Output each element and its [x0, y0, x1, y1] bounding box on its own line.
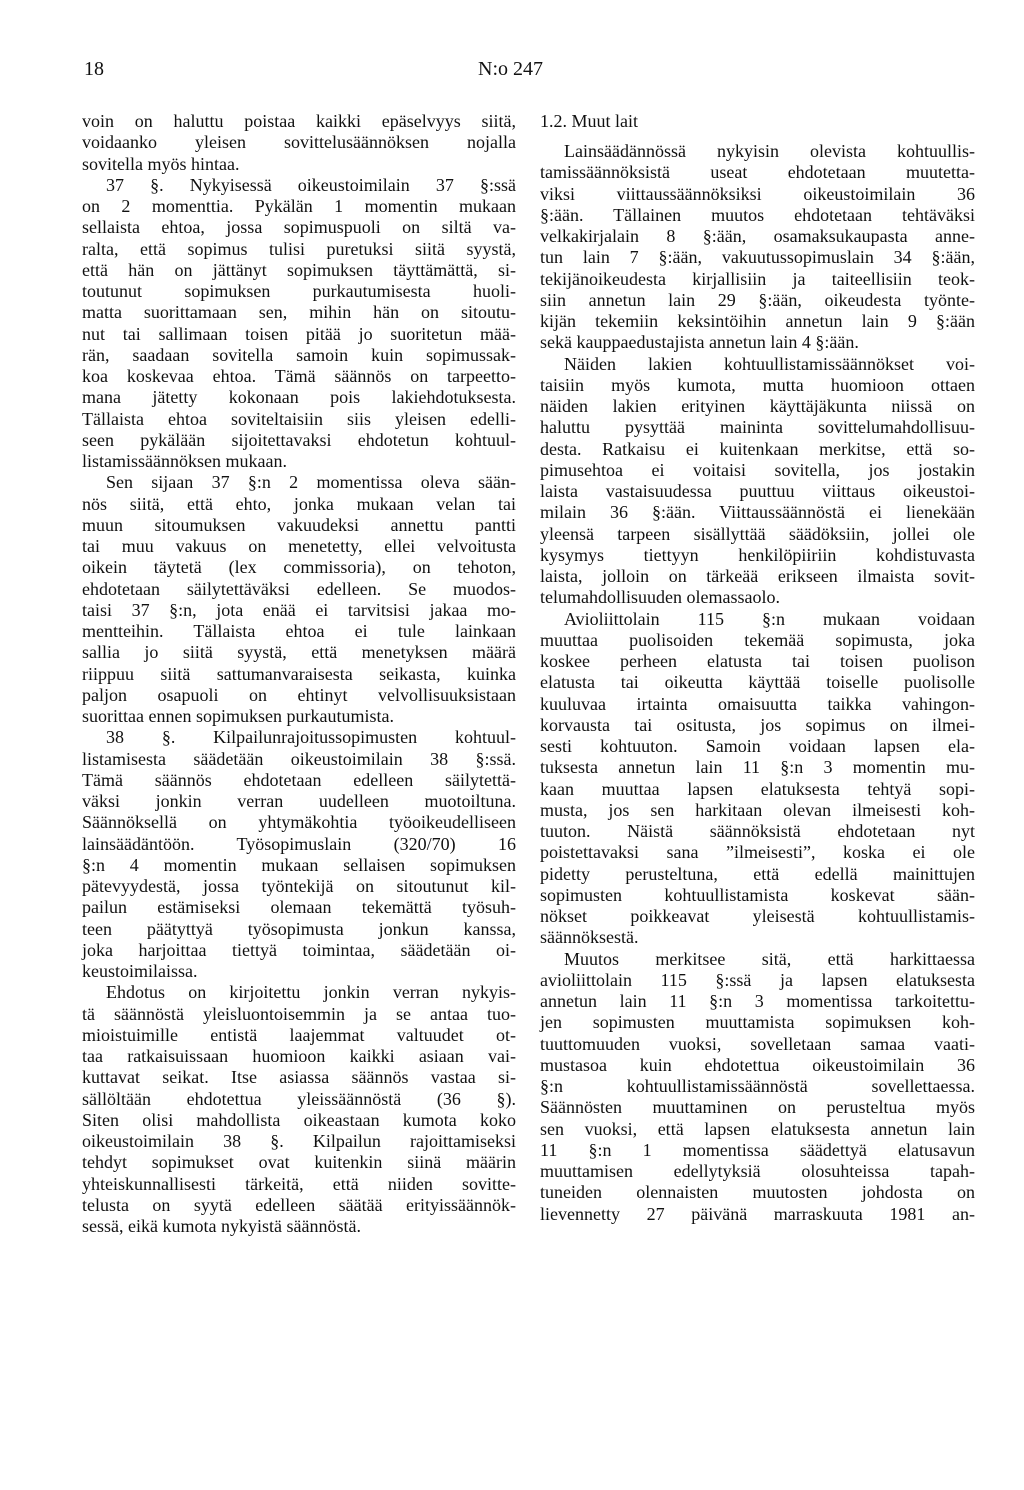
text-line: näiden lakien erityinen käyttäjäkunta niissä on — [540, 396, 975, 416]
text-line: Tällaista ehtoa soviteltaisiin siis yleisen edelli- — [82, 408, 516, 429]
text-line: pailun estämiseksi olemaan tekemättä työsuh- — [82, 897, 516, 918]
text-line: sopimusten kohtuullistamista koskevat sään- — [540, 884, 975, 905]
left-column — [82, 111, 516, 1237]
text-line: tekijänoikeudesta kirjallisiin ja taiteellisiin teok- — [540, 268, 975, 289]
text-line: yhteiskunnallisesti tärkeitä, että niiden sovitte- — [82, 1173, 516, 1194]
text-line: ehdotetaan säilytettäväksi edelleen. Se muodos- — [82, 578, 516, 599]
text-line: laista, jolloin on tärkeää erikseen ilmaista sovit- — [540, 566, 975, 586]
text-line: tehdyt sopimukset ovat kuitenkin siinä määrin — [82, 1152, 516, 1173]
text-line: väksi jonkin verran uudelleen muotoiltuna. — [82, 791, 516, 811]
text-line: kaan muuttaa lapsen elatuksesta tehtyä sopi- — [540, 778, 975, 799]
text-line: §:n 4 momentin mukaan sellaisen sopimuksen — [82, 854, 516, 875]
text-line: kuuluvaa irtainta omaisuutta taikka vahingon- — [540, 693, 975, 714]
text-line: tai muu vakuus on menetetty, ellei velvoitusta — [82, 536, 516, 556]
text-line: sallia jo siitä syystä, että menetyksen määrä — [82, 642, 516, 663]
text-line: lievennetty 27 päivänä marraskuuta 1981 an- — [540, 1203, 975, 1224]
text-line: nut tai sallimaan toisen pitää jo suoritetun mää- — [82, 323, 516, 344]
text-line: teen päätyttyä työsopimusta jonkun kanssa, — [82, 918, 516, 939]
text-line: Ehdotus on kirjoitettu jonkin verran nykyis- — [106, 982, 516, 1003]
text-line: laista vastaisuudessa puuttuu viittaus oikeustoi- — [540, 481, 975, 501]
text-line: Tämä säännös ehdotetaan edelleen säilytettä- — [82, 769, 516, 790]
text-line: korvausta tai ositusta, jos sopimus on ilmei- — [540, 714, 975, 735]
text-line: desta. Ratkaisu ei kuitenkaan merkitse, että so- — [540, 438, 975, 459]
text-line: sellaista ehtoa, jossa sopimuspuoli on siltä va- — [82, 217, 516, 238]
text-line: §:ään. Tällainen muutos ehdotetaan tehtäväksi — [540, 204, 975, 225]
text-line: kijän tekemiin keksintöihin annetun lain 9 §:ään — [540, 311, 975, 331]
text-line: Sen sijaan 37 §:n 2 momentissa oleva sään- — [106, 472, 516, 493]
text-line: mioistuimille entistä laajemmat valtuudet ot- — [82, 1024, 516, 1045]
text-line: matta suorittamaan sen, mihin hän on sitoutu- — [82, 302, 516, 323]
section-heading: 1.2. Muut lait — [540, 111, 638, 131]
text-line: yleensä tarpeen sisällyttää säädöksiin, jollei ole — [540, 523, 975, 544]
text-line: 37 §. Nykyisessä oikeustoimilain 37 §:ssä — [106, 174, 516, 195]
text-line: seen pykälään sijoitettavaksi ehdotetun kohtuul- — [82, 429, 516, 450]
text-line: velkakirjalain 8 §:ään, osamaksukaupasta anne- — [540, 226, 975, 246]
text-line: Lainsäädännössä nykyisin olevista kohtuullis- — [564, 141, 975, 161]
text-line: mustasoa kuin ehdotettua oikeustoimilain 36 — [540, 1054, 975, 1075]
text-line: säännöksestä. — [540, 927, 639, 948]
text-line: Avioliittolain 115 §:n mukaan voidaan — [564, 608, 975, 629]
text-line: mana jätetty kokonaan pois lakiehdotuksesta. — [82, 387, 516, 408]
text-line: taa ratkaisuissaan huomioon kaikki asiaan vai- — [82, 1046, 516, 1066]
text-line: Siten olisi mahdollista oikeastaan kumota koko — [82, 1109, 516, 1130]
text-line: avioliittolain 115 §:ssä ja lapsen elatuksesta — [540, 969, 975, 990]
text-line: poistettavaksi sana ”ilmeisesti”, koska ei ole — [540, 842, 975, 863]
text-line: pätevyydestä, jossa työntekijä on sitoutunut kil- — [82, 876, 516, 896]
page-number: 18 — [84, 58, 104, 80]
text-line: voin on haluttu poistaa kaikki epäselvyys siitä, — [82, 111, 516, 131]
text-line: sällöltään ehdotettua yleissäännöstä (36 §). — [82, 1088, 516, 1109]
text-line: tuksesta annetun lain 11 §:n 3 momentin mu- — [540, 757, 975, 778]
text-line: sovitella myös hintaa. — [82, 153, 240, 174]
text-line: Näiden lakien kohtuullistamissäännökset voi- — [564, 353, 975, 374]
text-line: muuttamisen edellytyksiä olosuhteissa tapah- — [540, 1161, 975, 1181]
text-line: nökset poikkeavat yleisestä kohtuullistamis- — [540, 906, 975, 926]
text-line: viksi viittaussäännöksiksi oikeustoimilain 36 — [540, 183, 975, 204]
text-line: riippuu siitä sattumanvaraisesta seikasta, kuinka — [82, 663, 516, 684]
text-line: annetun lain 11 §:n 3 momentissa tarkoitettu- — [540, 991, 975, 1011]
text-line: oikein täytetä (lex commissoria), on tehoton, — [82, 557, 516, 578]
text-line: ralta, että sopimus tulisi puretuksi siitä syystä, — [82, 238, 516, 259]
text-line: taisiin myös kumota, mutta huomioon ottaen — [540, 374, 975, 395]
text-line: muuttaa puolisoiden tekemää sopimusta, joka — [540, 629, 975, 650]
text-line: taisi 37 §:n, jota enää ei tarvitsisi jakaa mo- — [82, 599, 516, 620]
text-line: §:n kohtuullistamissäännöstä sovellettaessa. — [540, 1076, 975, 1096]
text-line: suorittaa ennen sopimuksen purkautumista. — [82, 706, 394, 726]
text-line: tuuttomuuden vuoksi, sovelletaan samaa vaati- — [540, 1033, 975, 1054]
text-line: että hän on jättänyt sopimuksen täyttämättä, si- — [82, 259, 516, 280]
text-line: keustoimilaissa. — [82, 961, 198, 981]
text-line: muun sitoumuksen vakuudeksi annettu pantti — [82, 514, 516, 535]
text-line: jen sopimusten muuttamista sopimuksen koh- — [540, 1012, 975, 1033]
text-line: telumahdollisuuden olemassaolo. — [540, 587, 780, 608]
text-line: kuttavat seikat. Itse asiassa säännös vastaa si- — [82, 1067, 516, 1088]
text-line: listamissäännöksen mukaan. — [82, 451, 287, 471]
text-line: tun lain 7 §:ään, vakuutussopimuslain 34 §:ään, — [540, 247, 975, 268]
text-line: elatusta tai oikeutta käyttää toiselle puolisolle — [540, 672, 975, 693]
text-line: on 2 momenttia. Pykälän 1 momentin mukaan — [82, 196, 516, 216]
text-line: pidetty perusteltuna, että edellä mainittujen — [540, 863, 975, 884]
text-line: nös siitä, että ehto, jonka mukaan velan tai — [82, 493, 516, 514]
text-line: paljon osapuoli on ehtinyt velvollisuuksistaan — [82, 684, 516, 705]
text-line: Säännösten muuttaminen on perusteltua myös — [540, 1097, 975, 1118]
text-line: oikeustoimilain 38 §. Kilpailun rajoittamiseksi — [82, 1131, 516, 1151]
text-line: tamissäännöksistä useat ehdotetaan muutetta- — [540, 162, 975, 183]
text-line: haluttu pysyttää maininta sovittelumahdollisuu- — [540, 417, 975, 438]
text-line: musta, jos sen harkitaan olevan ilmeisesti koh- — [540, 799, 975, 820]
text-line: milain 36 §:ään. Viittaussäännöstä ei lienekään — [540, 502, 975, 523]
text-line: tä säännöstä yleisluontoisemmin ja se antaa tuo- — [82, 1003, 516, 1024]
text-line: tuuton. Näistä säännöksistä ehdotetaan nyt — [540, 821, 975, 841]
text-line: kysymys tiettyyn henkilöpiiriin kohdistuvasta — [540, 544, 975, 565]
text-line: sesti kohtuuton. Samoin voidaan lapsen ela- — [540, 736, 975, 756]
text-line: Säännöksellä on yhtymäkohtia työoikeudelliseen — [82, 812, 516, 833]
text-line: sessä, eikä kumota nykyistä säännöstä. — [82, 1216, 361, 1236]
text-line: koskee perheen elatusta tai toisen puolison — [540, 651, 975, 671]
text-line: rän, saadaan sovitella samoin kuin sopimussak- — [82, 344, 516, 365]
text-line: sen vuoksi, että lapsen elatuksesta annetun lain — [540, 1118, 975, 1139]
text-line: voidaanko yleisen sovittelusäännöksen nojalla — [82, 132, 516, 153]
text-line: 11 §:n 1 momentissa säädettyä elatusavun — [540, 1139, 975, 1160]
text-line: mentteihin. Tällaista ehtoa ei tule lainkaan — [82, 621, 516, 641]
text-line: joka harjoittaa tiettyä toimintaa, säädetään oi- — [82, 939, 516, 960]
text-line: pimusehtoa ei voitaisi sovitella, jos jostakin — [540, 459, 975, 480]
text-line: listamisesta säädetään oikeustoimilain 38 §:ssä. — [82, 748, 516, 769]
text-line: Muutos merkitsee sitä, että harkittaessa — [564, 948, 975, 969]
text-line: siin annetun lain 29 §:ään, oikeudesta työnte- — [540, 289, 975, 310]
text-line: toutunut sopimuksen purkautumisesta huoli- — [82, 281, 516, 301]
text-line: koa koskevaa ehtoa. Tämä säännös on tarpeetto- — [82, 366, 516, 386]
right-column — [540, 111, 975, 1225]
page-header — [84, 58, 974, 88]
text-line: telusta on syytä edelleen säätää erityissäännök- — [82, 1194, 516, 1215]
text-line: lainsäädäntöön. Työsopimuslain (320/70) 16 — [82, 833, 516, 854]
document-number: N:o 247 — [478, 58, 543, 80]
text-line: 38 §. Kilpailunrajoitussopimusten kohtuul- — [106, 727, 516, 748]
text-line: tuneiden olennaisten muutosten johdosta on — [540, 1182, 975, 1203]
text-line: sekä kauppaedustajista annetun lain 4 §:ään. — [540, 332, 859, 353]
